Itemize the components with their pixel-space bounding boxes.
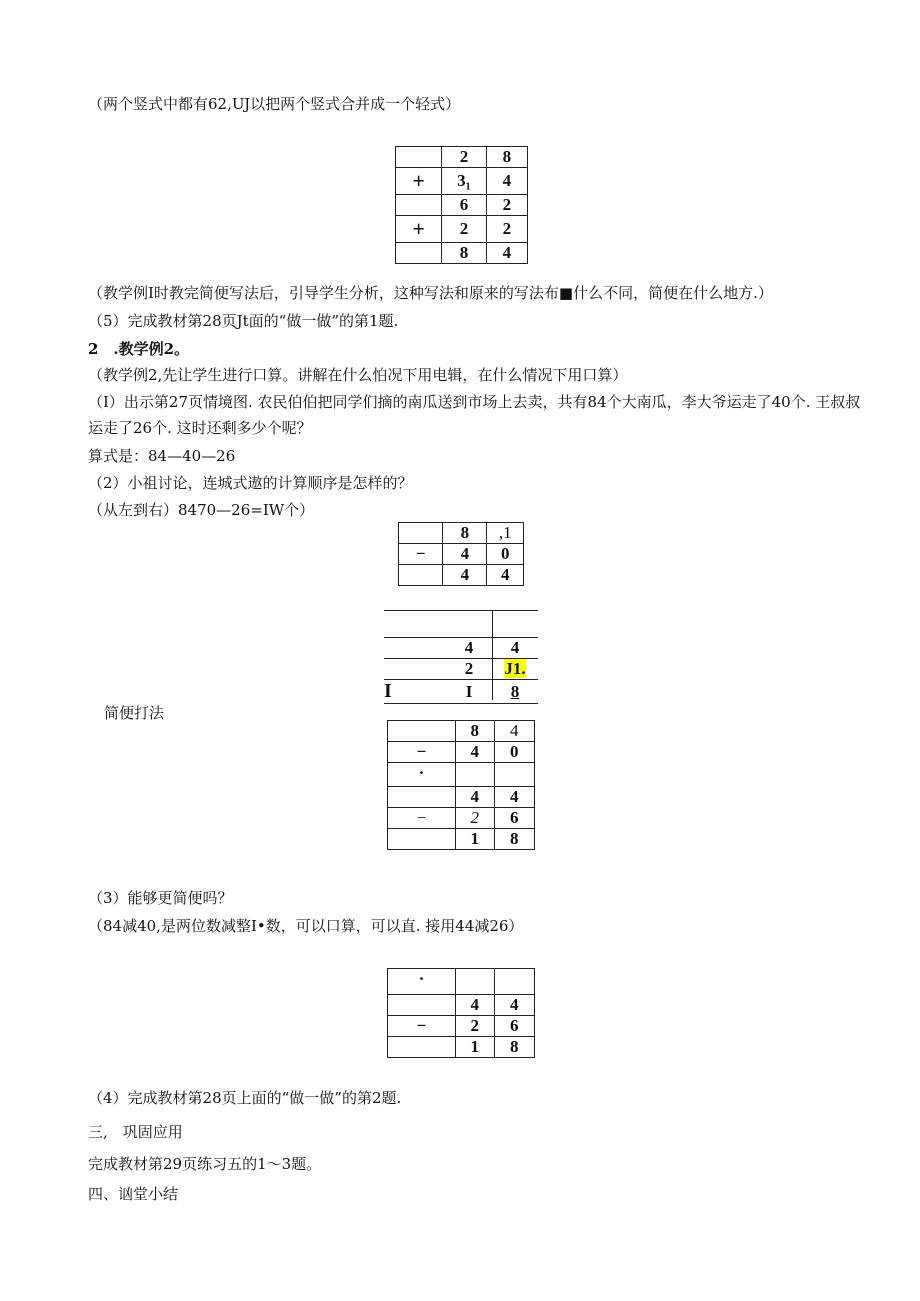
cell: 4: [494, 721, 534, 742]
cell: [494, 969, 534, 995]
cell: [492, 680, 538, 704]
two-step-vertical-form: [387, 720, 535, 850]
step-5: （5）完成教材第28页Jt面的“做一做”的第1题.: [88, 312, 399, 330]
problem-text-1: （I）出示第27页情境图. 农民伯伯把同学们摘的南瓜送到市场上去卖，共有84个大南瓜，李大爷运走了40个. 王叔叔: [88, 393, 861, 411]
cell: [456, 763, 495, 787]
order-note: （从左到右）8470—26=IW个）: [88, 501, 315, 519]
cell: ,1: [487, 523, 524, 544]
simplified-method-label: 简便打法: [104, 704, 165, 722]
section-3-heading: 三, 巩固应用: [88, 1123, 183, 1141]
cell: [396, 195, 442, 216]
cell: 2: [486, 216, 527, 243]
cell: [388, 1037, 456, 1058]
cell: 8: [494, 1037, 534, 1058]
cell: 2: [442, 216, 486, 243]
cell: 4: [486, 168, 527, 195]
cell: ·: [388, 969, 456, 995]
section-4-heading: 四、讻堂小结: [88, 1185, 179, 1203]
cell: [494, 763, 534, 787]
cell: 1: [456, 829, 495, 850]
cell: 4: [486, 243, 527, 264]
cell: 4: [456, 787, 495, 808]
cell: 8: [456, 721, 495, 742]
cell: [399, 565, 443, 586]
cell: 8: [443, 523, 487, 544]
cell: 4: [492, 638, 538, 659]
cell: 8: [442, 243, 486, 264]
mental-math-note: （84减40,是两位数减整I•数，可以口算，可以直. 接用44减26）: [88, 917, 524, 935]
minus-sign: −: [388, 808, 456, 829]
example-2-heading: 2 .教学例2。: [88, 340, 190, 358]
step-4: （4）完成教材第28页上面的“做一做”的第2题.: [88, 1089, 402, 1107]
cell: [492, 611, 538, 638]
highlighted-digit: J1.: [504, 659, 526, 678]
minus-sign: −: [399, 544, 443, 565]
cell: [492, 659, 538, 680]
cell: 4: [446, 638, 492, 659]
minus-sign: −: [388, 742, 456, 763]
cell: 8: [486, 147, 527, 168]
intro-note: （两个竖式中都有62,UJ以把两个竖式合并成一个轻式）: [88, 95, 461, 113]
cell: [384, 638, 446, 659]
cell: I: [446, 680, 492, 704]
step-3: （3）能够更简便吗？: [88, 889, 233, 907]
practice-assignment: 完成教材第29页练习五的1～3题。: [88, 1155, 322, 1173]
combined-vertical-form: [395, 146, 528, 264]
cell: 8: [494, 829, 534, 850]
cell: [396, 147, 442, 168]
cell: 6: [494, 1016, 534, 1037]
cell: [384, 659, 446, 680]
cell: [446, 611, 492, 638]
cell: 2: [456, 808, 495, 829]
cell: 6: [494, 808, 534, 829]
cell: [388, 721, 456, 742]
cell: [456, 969, 495, 995]
cell: 3₁: [442, 168, 486, 195]
step-2: （2）小祖讨论，连城式遨的计算顺序是怎样的？: [88, 474, 413, 492]
subtraction-form-2: [384, 610, 538, 704]
cell: [384, 611, 446, 638]
teaching-note-1: （教学例I时教完简便写法后，引导学生分析，这种写法和原来的写法布■什么不同，简便在什么地方.）: [88, 284, 773, 302]
cell: 4: [443, 544, 487, 565]
cell: 0: [487, 544, 524, 565]
cell: 4: [487, 565, 524, 586]
cell: [388, 995, 456, 1016]
cell: I: [384, 680, 446, 704]
cell: 2: [456, 1016, 495, 1037]
cell: 4: [443, 565, 487, 586]
cell: 4: [494, 787, 534, 808]
expression: 算式是：84—40—26: [88, 447, 236, 465]
plus-sign: +: [396, 168, 442, 195]
teaching-note-2: （教学例2,先让学生进行口算。讲解在什么怕况下用电辑，在什么情况下用口算）: [88, 366, 628, 384]
cell: [388, 829, 456, 850]
cell: 1: [456, 1037, 495, 1058]
cell: 2: [446, 659, 492, 680]
cell: [399, 523, 443, 544]
cell: ·: [388, 763, 456, 787]
cell: 6: [442, 195, 486, 216]
underlined-digit: 8: [510, 681, 520, 701]
cell: 2: [442, 147, 486, 168]
problem-text-2: 运走了26个. 这时还剩多少个呢？: [88, 419, 312, 437]
cell: 4: [456, 742, 495, 763]
cell: [388, 787, 456, 808]
subtraction-form-3: [387, 968, 535, 1058]
cell: 2: [486, 195, 527, 216]
subtraction-form-1: [398, 522, 524, 586]
plus-sign: +: [396, 216, 442, 243]
cell: 4: [456, 995, 495, 1016]
cell: [396, 243, 442, 264]
cell: 4: [494, 995, 534, 1016]
cell: 0: [494, 742, 534, 763]
minus-sign: −: [388, 1016, 456, 1037]
